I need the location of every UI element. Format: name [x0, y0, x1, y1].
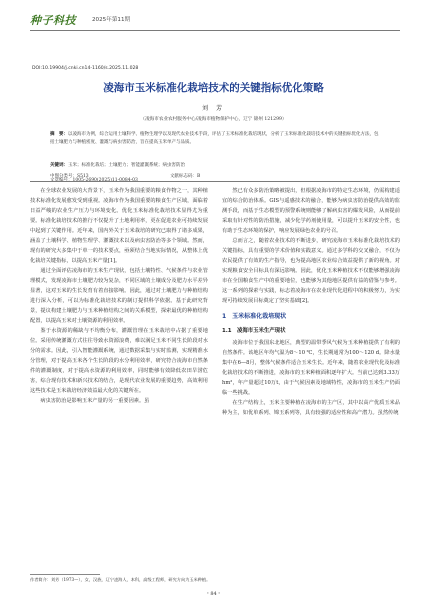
body-left-column [30, 186, 208, 406]
body-paragraph: 然已有众多防治策略被提出，但根据凌海市的特定生态环境，仍需构建适宜的综合防治体系。GIS与遥感技术的融合，能够为病虫害防治提供高效的监测手段，而基于生态模型的预警系统则能够了解病虫害的爆发风险，从而提前采取有针对性的防治措施，减少化学药剂使用量，可以提升玉米的安全性，也有助于生态环境的保护，响应发展绿色农业的号召。 [222, 188, 400, 234]
section-heading-1: 1 玉米标准化栽培现状 [222, 313, 287, 320]
body-paragraph: 在生产结构上，玉米主要种植在凌海市的主产区，其中以高产优质玉米品种为主，如优单系列、锦玉系列等，具有较强的适应性和高产潜力。虽然传统 [222, 400, 400, 416]
article-author: 刘 芳 [202, 105, 225, 112]
author-footnote: 作者简介：刘芳（1973—），女，汉族，辽宁凌海人，本科，高级工程师，研究方向为玉米种植。 [30, 577, 211, 582]
body-right-column [222, 186, 400, 418]
keywords-text: 玉米；标准化栽培；土壤肥力；智能灌溉系统；病虫害防治 [68, 163, 185, 168]
body-paragraph: 通过全面评估凌海市的玉米生产现状，包括土壤特性、气候条件与农业管理模式，发现凌海市土壤肥力较为复杂，不同区域的土壤成分及肥力水平差异显著，这对玉米的生长发育有着直接影响。因此，通过对土壤肥力与种植结构进行深入分析，可以为标准化栽培技术的制订提供科学依据。基于此研究背景，提议构建土壤肥力与玉米种植结构之间的关系模型，探索最优的种植结构配置，以提高玉米对土壤资源的利用效率。 [30, 268, 208, 324]
clc-number: 中图分类号：S513 [50, 174, 89, 179]
journal-header [30, 10, 400, 32]
subsection-heading-1-1: 1.1 凌海市玉米生产现状 [222, 328, 286, 334]
keywords [50, 162, 380, 168]
abstract-label: 摘 要： [50, 132, 68, 137]
body-paragraph: 总而言之，随着农业技术的不断进步，研究凌海市玉米标准化栽培技术的关键指标，具有重要的学术价值和实践意义。通过多学科的交叉融合，不仅为农民提供了有效的生产指导，也为提高地区农业综合效益提供了新的视角。对实现粮食安全目标具有深远影响。因此，优化玉米种植技术不仅能够增强凌海市在全国粮食生产中的重要地位，也能够为其他地区提供有益的借鉴与参考。这一系列的探索与实践，标志着凌海市在农业现代化进程中的积极努力，为实现可持续发展目标奠定了坚实基础[2]。 [222, 238, 400, 304]
author-affiliation: （凌海市农业农村服务中心/凌海市植物保护中心，辽宁 锦州 121299） [140, 117, 287, 122]
abstract [50, 131, 380, 147]
doi[interactable]: DOI:10.19904/j.cnki.cn14-1160/s.2025.11.028 [32, 66, 139, 71]
meta-divider [30, 181, 400, 182]
article-number: 文章编号：1005-2690(2025)11-0084-03 [50, 178, 138, 183]
document-code: 文献标志码：B [170, 174, 201, 179]
header-divider [30, 30, 400, 31]
keywords-label: 关键词： [50, 163, 68, 168]
footnote-divider [30, 574, 100, 575]
body-paragraph: 鉴于水资源的稀缺与不均衡分布，灌溉管理在玉米栽培中占据了重要地位。采用传统灌溉方式往往导致水资源浪费，难以满足玉米不同生长阶段对水分的需求。因此，引入智能灌溉系统，通过数据采集与实时监测，实现精准水分管理，对于提高玉米各个生长阶段的水分利用效率，研究符合凌海市自然条件的灌溉制度，对于提高水资源的利用效率，同时能够有效降低农田旱涝危害，综合现有技术和新兴技术的结合，是现代农业发展的重要趋势，高效利用这些技术是玉米栽培经济效益最大化的关键所在。 [30, 328, 208, 394]
issue-label: 2025年第11期 [92, 17, 131, 23]
page-number: ・84・ [205, 591, 222, 597]
journal-logo: 种子科技 [30, 14, 76, 27]
body-paragraph: 病虫害防治是影响玉米产量的另一重要因素。虽 [40, 398, 150, 404]
abstract-text: 以凌海市为例，综合运用土壤科学、植物生理学以及现代农业技术手段，评估了玉米标准化栽培现状，分析了玉米标准化栽培技术中的关键指标优化方法，包括土壤肥力与种植密度、灌溉与病虫害防治，旨在提高玉米单产与品质。 [50, 132, 379, 145]
body-paragraph: 凌海市位于我国东北地区，典型的温带季风气候为玉米种植提供了有利的自然条件。该地区年均气温为8～10 ℃，生长期通常为100～120 d。降水量集中在6—8月，整体气候条件适合玉米生长。近年来，随着农业现代化及标准化栽培技术的不断推进，凌海市的玉米种植面积逐年扩大。当前已达到3.33万hm²，年产量超过10万t，由于气候因素及地域特性，凌海市的玉米生产仍面临一些挑战。 [222, 340, 400, 396]
article-title: 凌海市玉米标准化栽培技术的关键指标优化策略 [103, 82, 324, 94]
body-paragraph: 在全球农业发展的大背景下，玉米作为我国重要的粮食作物之一，其种植技术标准化发展愈发受到重视。凌海市作为我国重要的粮食生产区域，面临着日益严峻的农业生产压力与环境变化。优化玉米标准化栽培技术显得尤为重要。标准化栽培技术的推行不仅提升了土地利用率，更在促进农业可持续发展中起到了关键作用。近年来，国内外关于玉米栽培的研究已取得了诸多成果，涵盖了土壤科学、植物生理学、灌溉技术以及病虫害防治等多个领域。然而，现有的研究大多集中于单一的技术要点，亟须结合当地实际情况，从整体上优化栽培关键指标，以提高玉米产量[1]。 [30, 188, 208, 264]
